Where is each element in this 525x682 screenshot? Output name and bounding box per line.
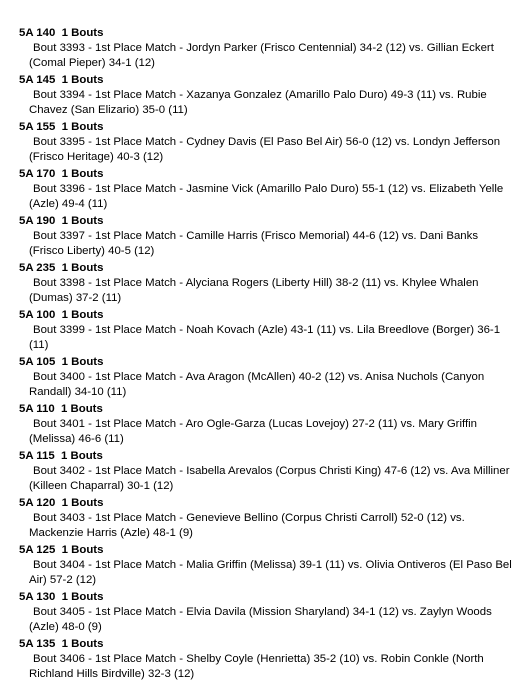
weight-class-header: 5A 120 1 Bouts — [19, 497, 104, 509]
bout-entry: Bout 3400 - 1st Place Match - Ava Aragon (McAllen) 40-2 (12) vs. Anisa Nuchols (Canyon Randall) 34-10 (11) — [29, 371, 485, 398]
bout-entry: Bout 3405 - 1st Place Match - Elvia Davila (Mission Sharyland) 34-1 (12) vs. Zaylyn Woods (Azle) 48-0 (9) — [29, 606, 492, 633]
weight-class-group — [19, 120, 515, 165]
weight-class-header: 5A 115 1 Bouts — [19, 450, 103, 462]
bout-entry: Bout 3398 - 1st Place Match - Alyciana Rogers (Liberty Hill) 38-2 (11) vs. Khylee Whalen (Dumas) 37-2 (11) — [29, 277, 479, 304]
bout-entry: Bout 3395 - 1st Place Match - Cydney Davis (El Paso Bel Air) 56-0 (12) vs. Londyn Jefferson (Frisco Heritage) 40-3 (12) — [29, 136, 501, 163]
weight-class-header: 5A 105 1 Bouts — [19, 356, 104, 368]
weight-class-group — [19, 590, 515, 635]
bout-entry: Bout 3403 - 1st Place Match - Genevieve Bellino (Corpus Christi Carroll) 52-0 (12) vs. Mackenzie Harris (Azle) 48-1 (9) — [29, 512, 465, 539]
bout-entry: Bout 3397 - 1st Place Match - Camille Harris (Frisco Memorial) 44-6 (12) vs. Dani Banks (Frisco Liberty) 40-5 (12) — [29, 230, 479, 257]
bout-entry: Bout 3394 - 1st Place Match - Xazanya Gonzalez (Amarillo Palo Duro) 49-3 (11) vs. Rubie Chavez (San Elizario) 35-0 (11) — [29, 89, 487, 116]
bout-entry: Bout 3396 - 1st Place Match - Jasmine Vick (Amarillo Palo Duro) 55-1 (12) vs. Elizabeth Yelle (Azle) 49-4 (11) — [29, 183, 504, 210]
weight-class-header: 5A 190 1 Bouts — [19, 215, 104, 227]
weight-class-group — [19, 214, 515, 259]
weight-class-header: 5A 235 1 Bouts — [19, 262, 104, 274]
weight-class-header: 5A 145 1 Bouts — [19, 74, 104, 86]
weight-class-header: 5A 140 1 Bouts — [19, 27, 104, 39]
weight-class-group — [19, 449, 515, 494]
weight-class-header: 5A 110 1 Bouts — [19, 403, 103, 415]
bout-entry: Bout 3401 - 1st Place Match - Aro Ogle-Garza (Lucas Lovejoy) 27-2 (11) vs. Mary Griffin (Melissa) 46-6 (11) — [29, 418, 477, 445]
weight-class-group — [19, 167, 515, 212]
weight-class-group — [19, 26, 515, 71]
weight-class-group — [19, 496, 515, 541]
bout-entry: Bout 3406 - 1st Place Match - Shelby Coyle (Henrietta) 35-2 (10) vs. Robin Conkle (North Richland Hills Birdville) 32-3 (12) — [29, 653, 484, 680]
weight-class-group — [19, 402, 515, 447]
weight-class-header: 5A 125 1 Bouts — [19, 544, 104, 556]
weight-class-header: 5A 135 1 Bouts — [19, 638, 104, 650]
weight-class-group — [19, 73, 515, 118]
weight-class-group — [19, 543, 515, 588]
bout-entry: Bout 3393 - 1st Place Match - Jordyn Parker (Frisco Centennial) 34-2 (12) vs. Gillian Eckert (Comal Pieper) 34-1 (12) — [29, 42, 494, 69]
weight-class-header: 5A 170 1 Bouts — [19, 168, 104, 180]
bout-entry: Bout 3402 - 1st Place Match - Isabella Arevalos (Corpus Christi King) 47-6 (12) vs. Ava Milliner (Killeen Chaparral) 30-1 (12) — [29, 465, 510, 492]
bout-entry: Bout 3399 - 1st Place Match - Noah Kovach (Azle) 43-1 (11) vs. Lila Breedlove (Borger) 36-1 (11) — [29, 324, 501, 351]
bout-entry: Bout 3404 - 1st Place Match - Malia Griffin (Melissa) 39-1 (11) vs. Olivia Ontiveros (El Paso Bel Air) 57-2 (12) — [29, 559, 512, 586]
weight-class-header: 5A 100 1 Bouts — [19, 309, 104, 321]
weight-class-header: 5A 155 1 Bouts — [19, 121, 104, 133]
weight-class-group — [19, 261, 515, 306]
weight-class-group — [19, 637, 515, 682]
weight-class-group — [19, 355, 515, 400]
weight-class-group — [19, 308, 515, 353]
weight-class-header: 5A 130 1 Bouts — [19, 591, 104, 603]
